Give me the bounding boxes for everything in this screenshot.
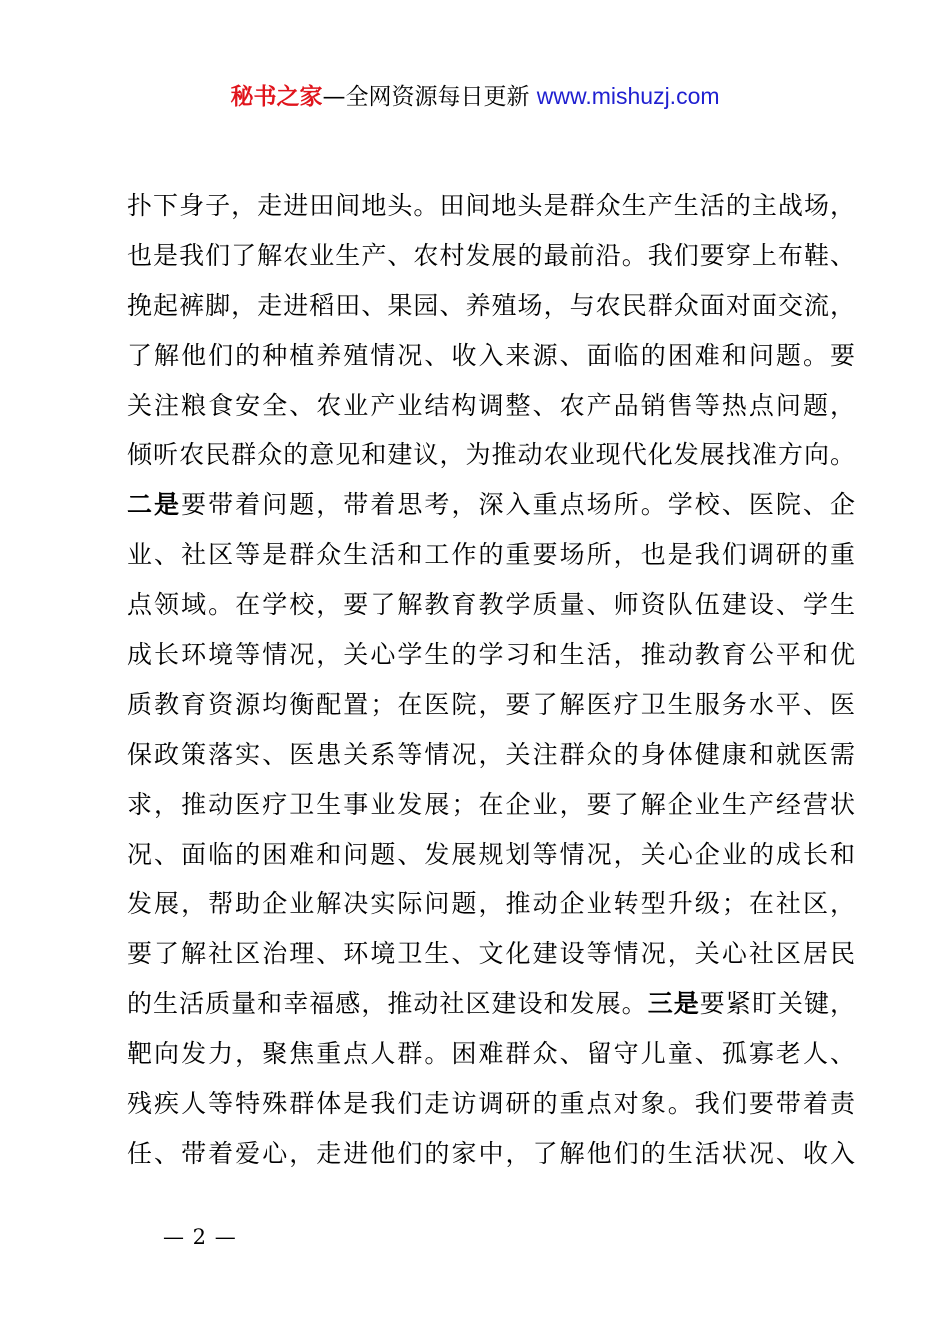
site-url[interactable]: www.mishuzj.com <box>536 83 720 109</box>
page-number: — 2 — <box>163 1225 237 1249</box>
text-line: 业、社区等是群众生活和工作的重要场所，也是我们调研的重 <box>127 540 855 570</box>
text-line: 发展，帮助企业解决实际问题，推动企业转型升级；在社区， <box>127 889 855 919</box>
text-line <box>127 979 855 1029</box>
site-header <box>0 80 950 113</box>
section-marker-two: 二是 <box>127 490 182 520</box>
text-line: 关注粮食安全、农业产业结构调整、农产品销售等热点问题， <box>127 390 855 420</box>
text-line: 成长环境等情况，关心学生的学习和生活，推动教育公平和优 <box>127 640 855 670</box>
header-tagline: —全网资源每日更新 <box>322 84 537 110</box>
text-line: 扑下身子，走进田间地头。田间地头是群众生产生活的主战场， <box>127 191 855 220</box>
text-line <box>127 480 855 530</box>
text-line: 点领域。在学校，要了解教育教学质量、师资队伍建设、学生 <box>127 590 855 620</box>
text-line: 靶向发力，聚焦重点人群。困难群众、留守儿童、孤寡老人、 <box>127 1039 855 1069</box>
text-line: 保政策落实、医患关系等情况，关注群众的身体健康和就医需 <box>127 739 855 769</box>
text-line: 挽起裤脚，走进稻田、果园、养殖场，与农民群众面对面交流， <box>127 290 855 320</box>
text-line: 况、面临的困难和问题、发展规划等情况，关心企业的成长和 <box>127 839 855 869</box>
document-body <box>127 181 855 1179</box>
text-line: 倾听农民群众的意见和建议，为推动农业现代化发展找准方向。 <box>127 440 855 470</box>
section-marker-three: 三是 <box>647 989 700 1019</box>
brand-name: 秘书之家 <box>230 84 323 110</box>
text-run: 要带着问题，带着思考，深入重点场所。学校、医院、企 <box>181 490 855 520</box>
text-line: 任、带着爱心，走进他们的家中，了解他们的生活状况、收入 <box>127 1138 855 1168</box>
text-line: 也是我们了解农业生产、农村发展的最前沿。我们要穿上布鞋、 <box>127 240 855 270</box>
text-line: 了解他们的种植养殖情况、收入来源、面临的困难和问题。要 <box>127 340 855 370</box>
text-line: 要了解社区治理、环境卫生、文化建设等情况，关心社区居民 <box>127 939 855 969</box>
text-run: 的生活质量和幸福感，推动社区建设和发展。 <box>127 989 648 1019</box>
text-run: 要紧盯关键， <box>699 989 855 1019</box>
text-line: 求，推动医疗卫生事业发展；在企业，要了解企业生产经营状 <box>127 789 855 819</box>
text-line: 质教育资源均衡配置；在医院，要了解医疗卫生服务水平、医 <box>127 689 855 719</box>
text-line: 残疾人等特殊群体是我们走访调研的重点对象。我们要带着责 <box>127 1089 855 1119</box>
